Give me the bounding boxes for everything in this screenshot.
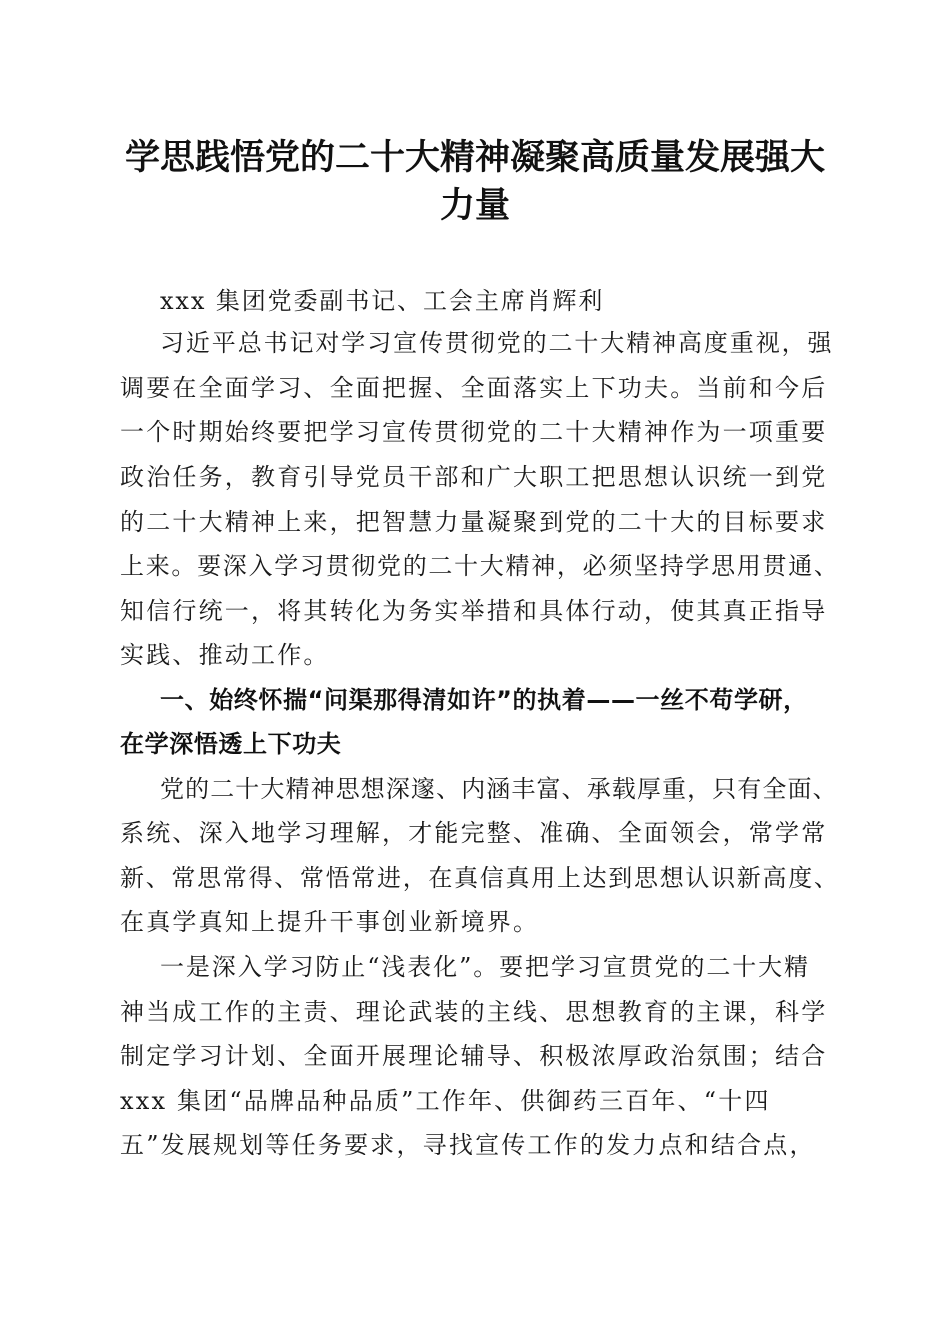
paragraph-line: 制定学习计划、全面开展理论辅导、积极浓厚政治氛围；结合	[120, 1042, 828, 1070]
paragraph-line: 一是深入学习防止“浅表化”。要把学习宣贯党的二十大精	[160, 953, 810, 981]
paragraph-line: 习近平总书记对学习宣传贯彻党的二十大精神高度重视，强	[160, 329, 834, 357]
paragraph-line: 调要在全面学习、全面把握、全面落实上下功夫。当前和今后	[120, 374, 828, 402]
author-line: xxx 集团党委副书记、工会主席肖辉利	[160, 287, 605, 315]
paragraph-line: 五”发展规划等任务要求，寻找宣传工作的发力点和结合点，	[120, 1131, 816, 1159]
paragraph-line: 党的二十大精神思想深邃、内涵丰富、承载厚重，只有全面、	[160, 775, 838, 803]
paragraph-line: 系统、深入地学习理解，才能完整、准确、全面领会，常学常	[120, 819, 828, 847]
paragraph-line: 新、常思常得、常悟常进，在真信真用上达到思想认识新高度、	[120, 864, 840, 892]
paragraph-line: 知信行统一，将其转化为务实举措和具体行动，使其真正指导	[120, 597, 828, 625]
section-heading-line: 一、始终怀揣“问渠那得清如许”的执着——一丝不苟学研，	[160, 686, 808, 714]
paragraph-line: 神当成工作的主责、理论武装的主线、思想教育的主课，科学	[120, 998, 828, 1026]
document-title-line-1: 学思践悟党的二十大精神凝聚高质量发展强大	[124, 137, 825, 178]
paragraph-line: 的二十大精神上来，把智慧力量凝聚到党的二十大的目标要求	[120, 508, 828, 536]
paragraph-line: 上来。要深入学习贯彻党的二十大精神，必须坚持学思用贯通、	[120, 552, 840, 580]
paragraph-line: xxx 集团“品牌品种品质”工作年、供御药三百年、“十四	[120, 1087, 771, 1115]
paragraph-line: 政治任务，教育引导党员干部和广大职工把思想认识统一到党	[120, 463, 828, 491]
paragraph-line: 一个时期始终要把学习宣传贯彻党的二十大精神作为一项重要	[120, 418, 828, 446]
paragraph-line: 在真学真知上提升干事创业新境界。	[120, 908, 540, 936]
paragraph-line: 实践、推动工作。	[120, 641, 330, 669]
document-title-line-2: 力量	[439, 185, 510, 226]
section-heading-line: 在学深悟透上下功夫	[120, 730, 342, 758]
